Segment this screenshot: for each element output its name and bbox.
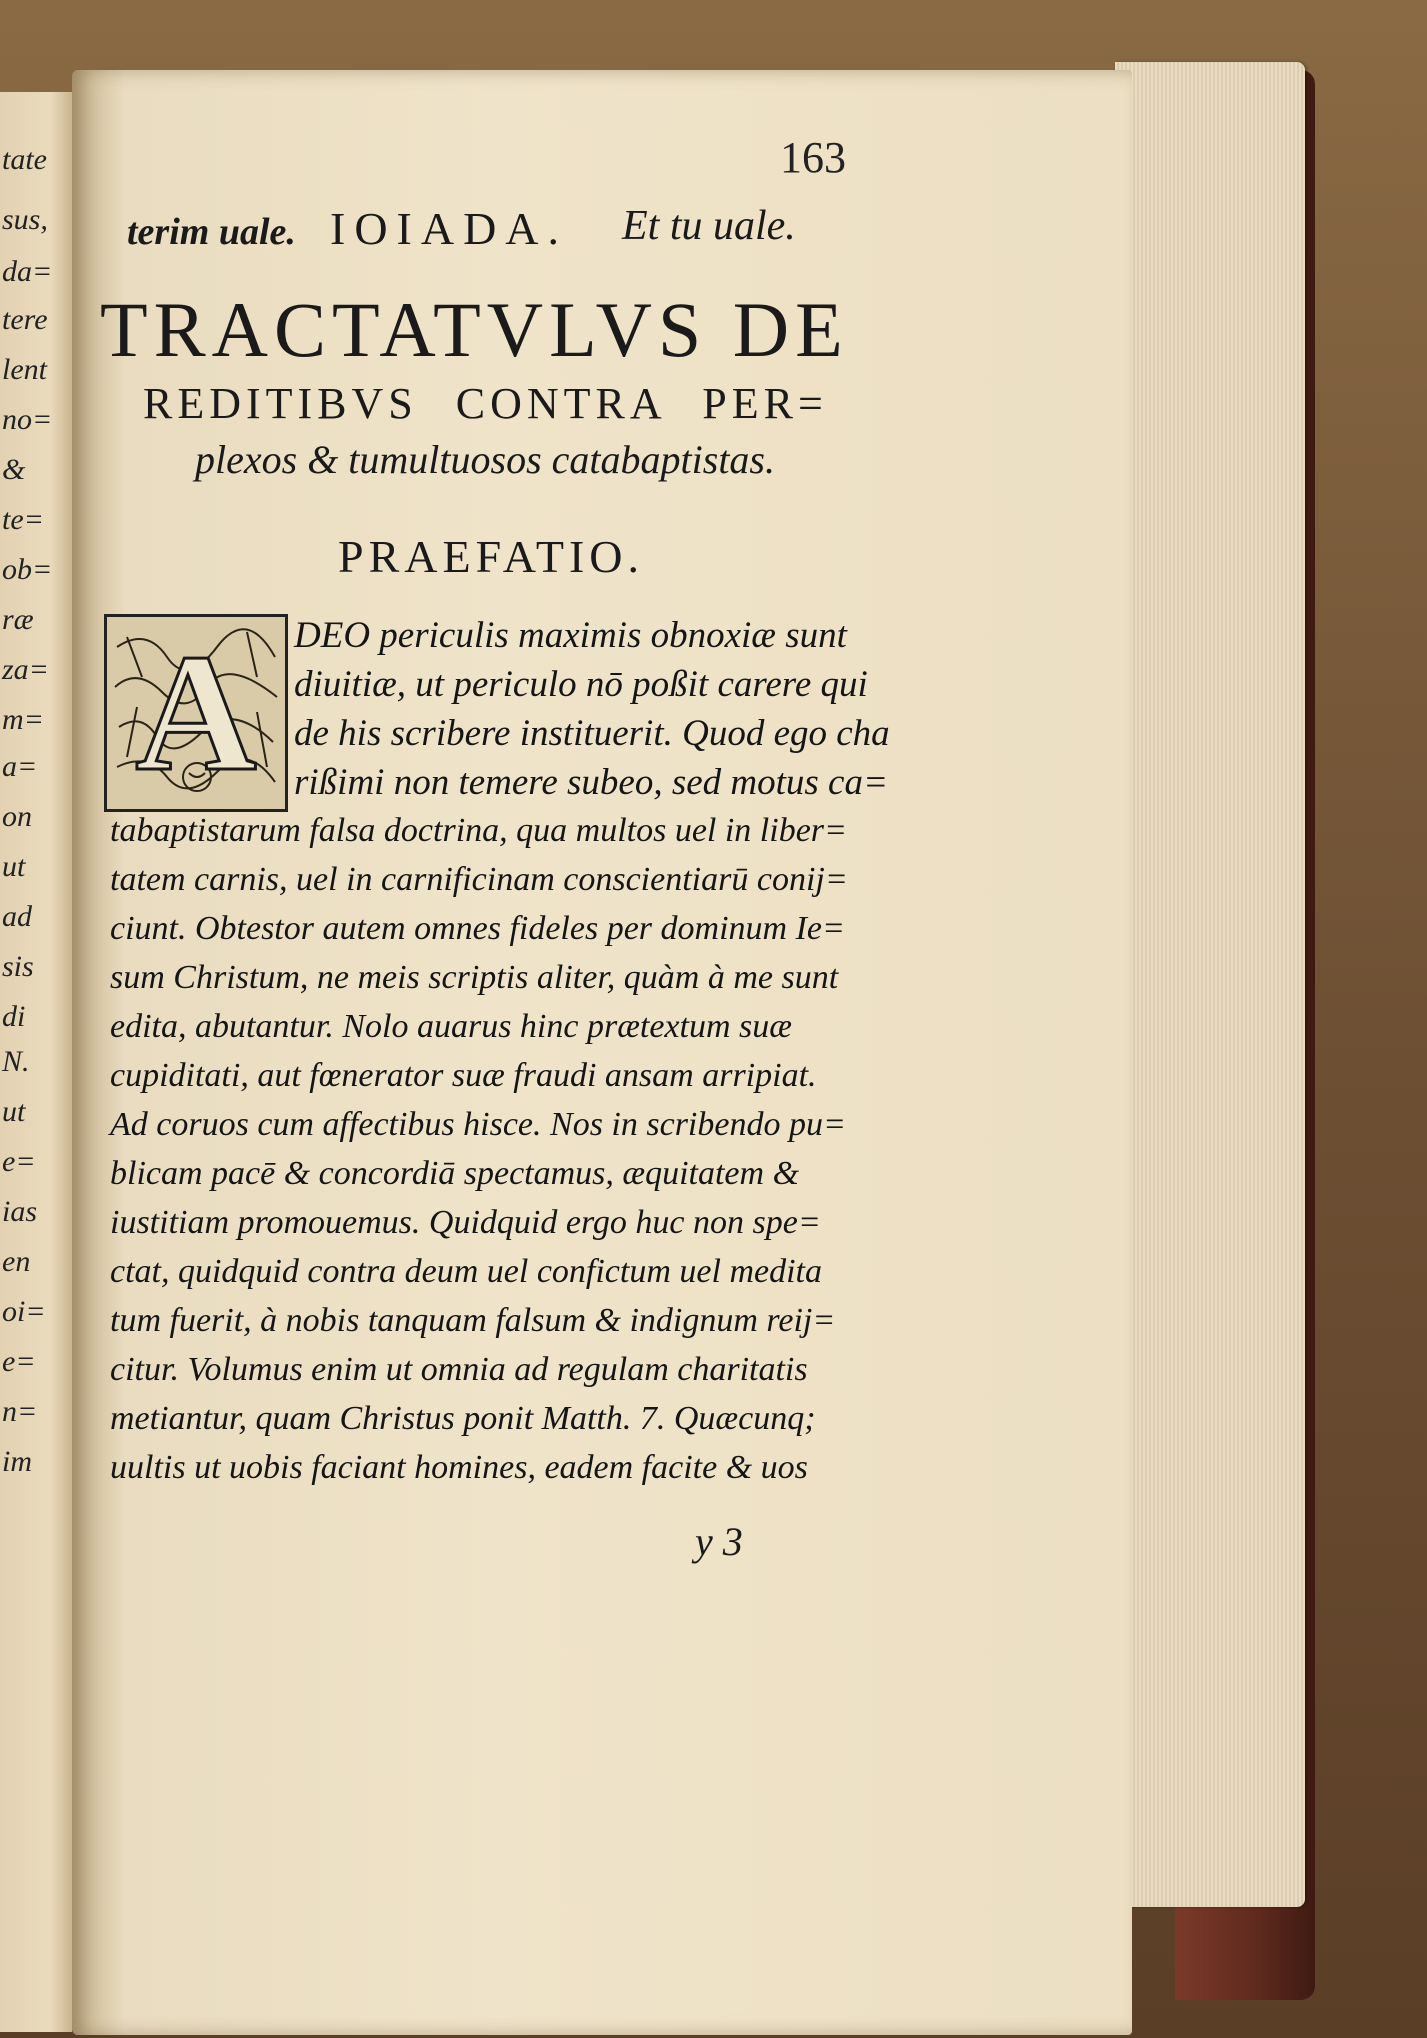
left-page-fragment: n= <box>2 1395 38 1428</box>
body-line: DEO periculis maximis obnoxiæ sunt <box>294 615 847 656</box>
title-line-1: TRACTATVLVS DE <box>100 286 849 373</box>
page-edges <box>1115 62 1305 1907</box>
body-line: de his scribere instituerit. Quod ego cha <box>294 713 890 754</box>
running-head-left: terim uale. <box>127 211 296 253</box>
left-page-fragment: ias <box>2 1195 38 1228</box>
body-line: tatem carnis, uel in carnificinam conscientiarū conij= <box>110 861 848 898</box>
body-line: metiantur, quam Christus ponit Matth. 7. Quæcunq; <box>110 1400 816 1437</box>
body-line: edita, abutantur. Nolo auarus hinc prætextum suæ <box>110 1008 792 1045</box>
body-line: cupiditati, aut fœnerator suæ fraudi ansam arripiat. <box>110 1057 817 1094</box>
body-line: diuitiæ, ut periculo nō poßit carere qui <box>294 664 868 705</box>
left-page-fragment: oi= <box>2 1295 46 1328</box>
title-line-3: plexos & tumultuosos catabaptistas. <box>195 437 775 482</box>
running-head-right: Et tu uale. <box>622 203 796 249</box>
left-page <box>0 92 72 2032</box>
left-page-fragment: e= <box>2 1345 36 1378</box>
left-page-fragment: te= <box>2 503 44 536</box>
left-page-fragment: da= <box>2 255 53 288</box>
left-page-fragment: N. <box>2 1045 30 1078</box>
body-line: iustitiam promouemus. Quidquid ergo huc non spe= <box>110 1204 821 1241</box>
left-page-fragment: sus, <box>2 203 48 236</box>
body-line: ctat, quidquid contra deum uel confictum uel medita <box>110 1253 822 1290</box>
left-page-fragment: en <box>2 1245 31 1278</box>
left-page-fragment: sis <box>2 950 34 983</box>
left-page-fragment: on <box>2 800 32 833</box>
left-page-fragment: ad <box>2 900 32 933</box>
left-page-fragment: di <box>2 1000 26 1033</box>
left-page-fragment: & <box>2 453 26 486</box>
foliage-ornament-icon <box>107 617 285 809</box>
body-line: rißimi non temere subeo, sed motus ca= <box>294 762 888 803</box>
left-page-fragment: ob= <box>2 553 53 586</box>
body-line: tabaptistarum falsa doctrina, qua multos uel in liber= <box>110 812 847 849</box>
left-page-fragment: m= <box>2 703 44 736</box>
running-head-center: IOIADA. <box>330 203 569 254</box>
body-line: ciunt. Obtestor autem omnes fideles per dominum Ie= <box>110 910 845 947</box>
left-page-fragment: a= <box>2 750 38 783</box>
left-page-fragment: ut <box>2 850 26 883</box>
body-line: sum Christum, ne meis scriptis aliter, quàm à me sunt <box>110 959 839 996</box>
left-page-fragment: lent <box>2 353 47 386</box>
body-line: blicam pacē & concordiā spectamus, æquitatem & <box>110 1155 800 1192</box>
body-line: citur. Volumus enim ut omnia ad regulam charitatis <box>110 1351 808 1388</box>
signature-mark: y 3 <box>695 1519 743 1564</box>
left-page-fragment: e= <box>2 1145 36 1178</box>
left-page-fragment: tate <box>2 143 47 176</box>
body-line: tum fuerit, à nobis tanquam falsum & indignum reij= <box>110 1302 836 1339</box>
page-number: 163 <box>780 133 846 182</box>
running-head <box>0 200 1427 260</box>
section-heading: PRAEFATIO. <box>338 531 645 582</box>
left-page-fragment: ut <box>2 1095 26 1128</box>
left-page-fragment: im <box>2 1445 32 1478</box>
body-line: Ad coruos cum affectibus hisce. Nos in scribendo pu= <box>110 1106 846 1143</box>
decorated-initial <box>104 614 288 812</box>
left-page-fragment: tere <box>2 303 48 336</box>
left-page-fragment: ræ <box>2 603 34 636</box>
initial-letter: A <box>135 620 257 806</box>
body-line: uultis ut uobis faciant homines, eadem facite & uos <box>110 1449 808 1486</box>
left-page-fragment: za= <box>2 653 49 686</box>
title-line-2: REDITIBVS CONTRA PER= <box>143 379 828 428</box>
left-page-fragment: no= <box>2 403 53 436</box>
